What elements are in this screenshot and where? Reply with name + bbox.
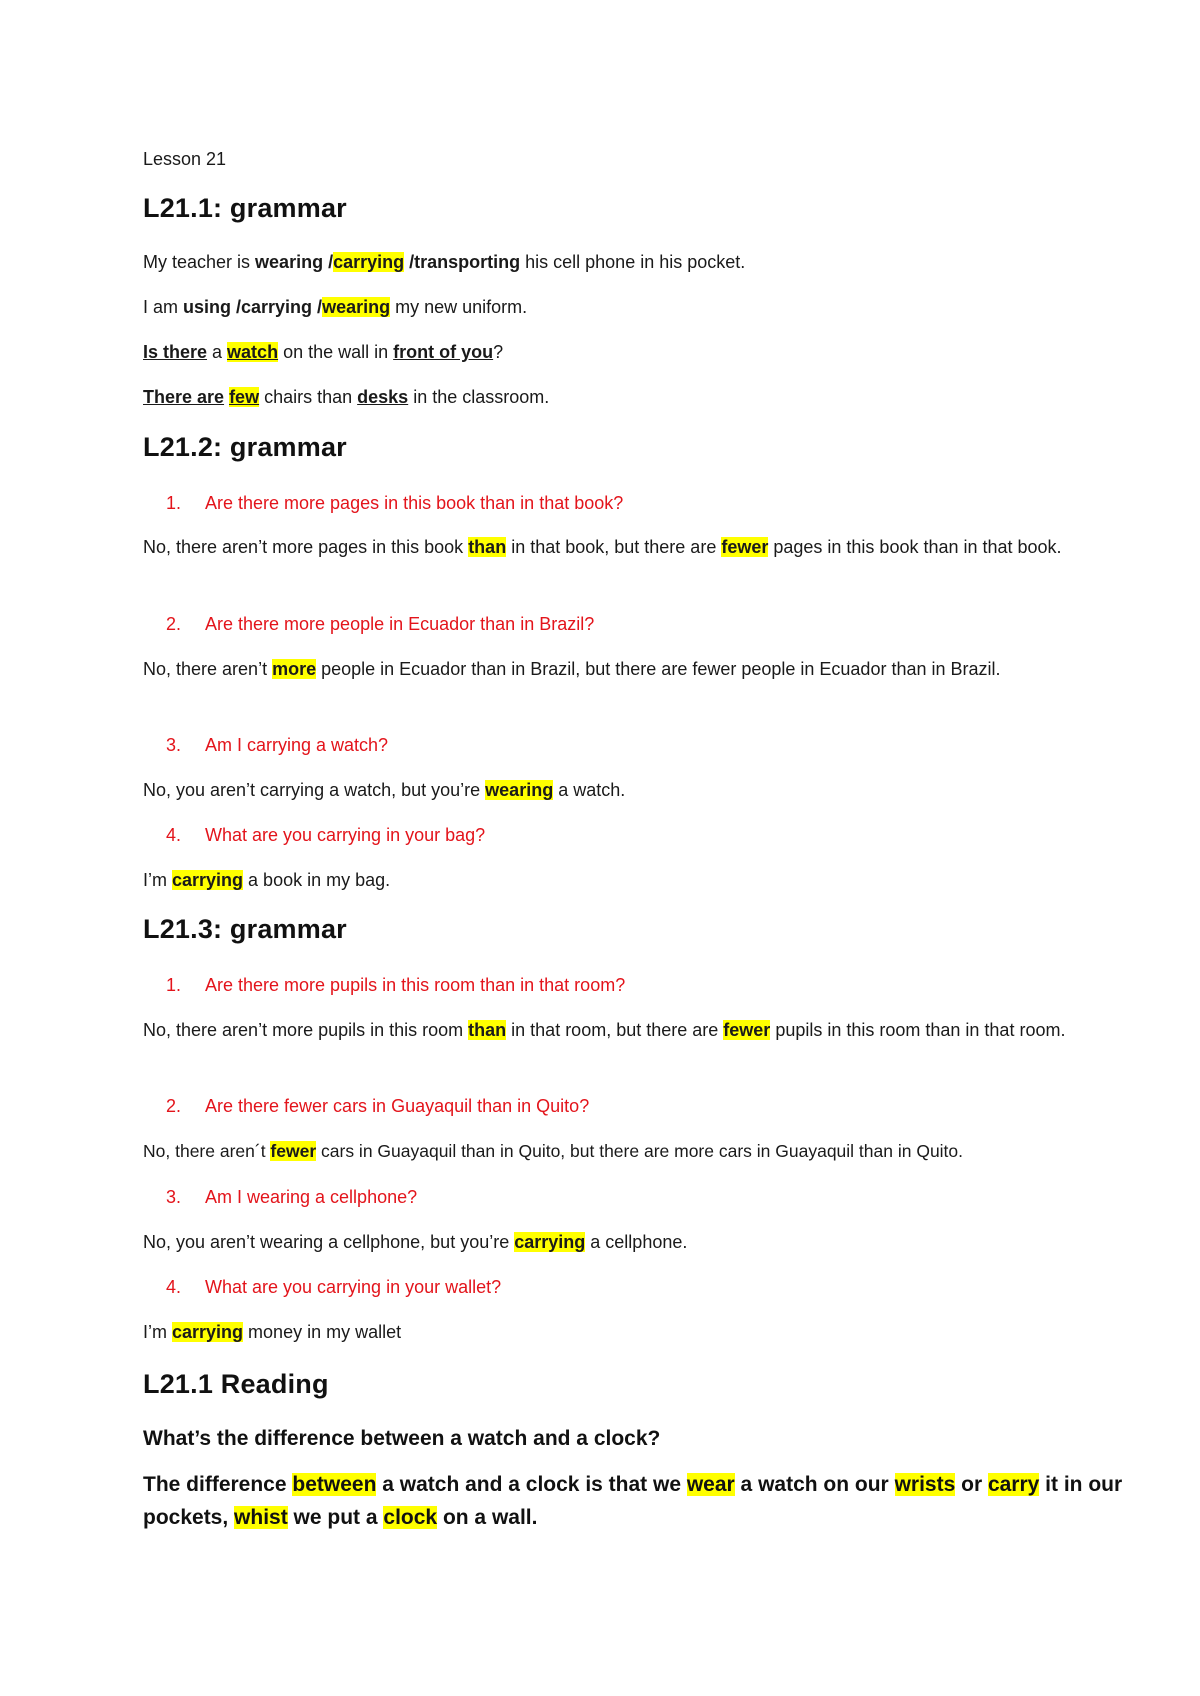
question-number: 3.: [165, 1187, 181, 1207]
s3-answer-4: [143, 1318, 401, 1347]
text: a watch on our: [734, 1473, 895, 1496]
highlight: wearing: [485, 780, 554, 800]
highlight: carrying: [333, 252, 405, 272]
text: pages in this book than in that book.: [768, 537, 1062, 557]
section-heading-l21-3: L21.3: grammar: [143, 914, 347, 944]
section-heading-l21-1: L21.1: grammar: [143, 193, 347, 223]
s2-question-3: [143, 735, 388, 756]
s1-sentence-3: [143, 338, 503, 367]
text: a cellphone.: [585, 1232, 688, 1252]
question-number: 1.: [165, 493, 181, 513]
question-text: Are there more people in Ecuador than in Brazil?: [205, 614, 595, 634]
text: in the classroom.: [408, 387, 550, 407]
highlight: fewer: [270, 1141, 317, 1161]
s2-answer-2: [143, 655, 1133, 684]
text: a: [207, 342, 228, 362]
text: front of you: [393, 342, 494, 362]
s3-question-2: [143, 1096, 589, 1117]
text: a watch and a clock is that we: [376, 1473, 687, 1496]
text: No, you aren’t carrying a watch, but you’re: [143, 780, 486, 800]
text: wearing /: [255, 252, 334, 272]
highlight: wear: [686, 1473, 735, 1496]
highlight: fewer: [723, 1020, 771, 1040]
text: using /carrying /: [183, 297, 323, 317]
highlight: carry: [987, 1473, 1040, 1496]
text: in that book, but there are: [506, 537, 722, 557]
highlight: whist: [234, 1506, 288, 1529]
text: we put a: [287, 1506, 384, 1529]
highlight: carrying: [514, 1232, 586, 1252]
text: cars in Guayaquil than in Quito, but there are more cars in Guayaquil than in Quito.: [316, 1141, 964, 1161]
question-number: 4.: [165, 1277, 181, 1297]
question-number: 2.: [165, 1096, 181, 1116]
text: my new uniform.: [390, 297, 528, 317]
s2-question-2: [143, 614, 594, 635]
section-heading-reading: L21.1 Reading: [143, 1369, 329, 1399]
s3-answer-2: [143, 1137, 963, 1166]
text: /transporting: [404, 252, 521, 272]
highlight: more: [272, 659, 317, 679]
highlight: clock: [383, 1506, 438, 1529]
highlight: watch: [227, 342, 279, 362]
question-text: What are you carrying in your wallet?: [205, 1277, 502, 1297]
text: ?: [493, 342, 504, 362]
highlight: between: [292, 1473, 377, 1496]
question-text: Am I wearing a cellphone?: [205, 1187, 418, 1207]
s2-answer-4: [143, 866, 390, 895]
s1-sentence-2: [143, 293, 527, 322]
highlight: few: [229, 387, 260, 407]
question-number: 4.: [165, 825, 181, 845]
s3-question-1: [143, 975, 625, 996]
question-text: Are there more pages in this book than in that book?: [205, 493, 624, 513]
text: No, there aren’t more pupils in this room: [143, 1020, 469, 1040]
s2-answer-1: [143, 533, 1133, 562]
text: No, there aren´t: [143, 1141, 271, 1161]
highlight: wearing: [322, 297, 391, 317]
highlight: than: [468, 537, 507, 557]
highlight: carrying: [172, 1322, 244, 1342]
s3-answer-1: [143, 1016, 1133, 1045]
text: The difference: [143, 1473, 293, 1496]
s3-question-4: [143, 1277, 501, 1298]
lesson-title: Lesson 21: [143, 149, 227, 169]
question-text: What are you carrying in your bag?: [205, 825, 486, 845]
question-number: 3.: [165, 735, 181, 755]
s2-answer-3: [143, 776, 625, 805]
question-text: Am I carrying a watch?: [205, 735, 389, 755]
text: money in my wallet: [243, 1322, 402, 1342]
text: a watch.: [553, 780, 626, 800]
text: I’m: [143, 870, 172, 890]
text: a book in my bag.: [243, 870, 391, 890]
text: or: [955, 1473, 988, 1496]
highlight: carrying: [172, 870, 244, 890]
s2-question-1: [143, 493, 623, 514]
question-text: Are there more pupils in this room than in that room?: [205, 975, 626, 995]
text: I am: [143, 297, 184, 317]
text: Is there: [143, 342, 208, 362]
highlight: fewer: [721, 537, 769, 557]
s2-question-4: [143, 825, 485, 846]
text: My teacher is: [143, 252, 256, 272]
s1-sentence-4: [143, 383, 549, 412]
question-number: 2.: [165, 614, 181, 634]
question-number: 1.: [165, 975, 181, 995]
reading-answer: [143, 1468, 1133, 1534]
text: I’m: [143, 1322, 172, 1342]
text: chairs than: [259, 387, 358, 407]
s1-sentence-1: [143, 248, 745, 277]
highlight: than: [468, 1020, 507, 1040]
highlight: wrists: [894, 1473, 956, 1496]
text: in that room, but there are: [506, 1020, 724, 1040]
text: No, there aren’t more pages in this book: [143, 537, 469, 557]
text: it in our pockets,: [143, 1473, 1123, 1529]
text: pupils in this room than in that room.: [770, 1020, 1066, 1040]
question-text: Are there fewer cars in Guayaquil than in Quito?: [205, 1096, 590, 1116]
text: No, you aren’t wearing a cellphone, but you’re: [143, 1232, 515, 1252]
text: his cell phone in his pocket.: [520, 252, 746, 272]
text: on a wall.: [437, 1506, 538, 1529]
text: No, there aren’t: [143, 659, 273, 679]
reading-question: What’s the difference between a watch and a clock?: [143, 1427, 661, 1450]
s3-answer-3: [143, 1228, 687, 1257]
s3-question-3: [143, 1187, 417, 1208]
text: people in Ecuador than in Brazil, but there are fewer people in Ecuador than in Brazil.: [316, 659, 1001, 679]
text: on the wall in: [278, 342, 394, 362]
text: desks: [357, 387, 409, 407]
section-heading-l21-2: L21.2: grammar: [143, 432, 347, 462]
text: There are: [143, 387, 225, 407]
